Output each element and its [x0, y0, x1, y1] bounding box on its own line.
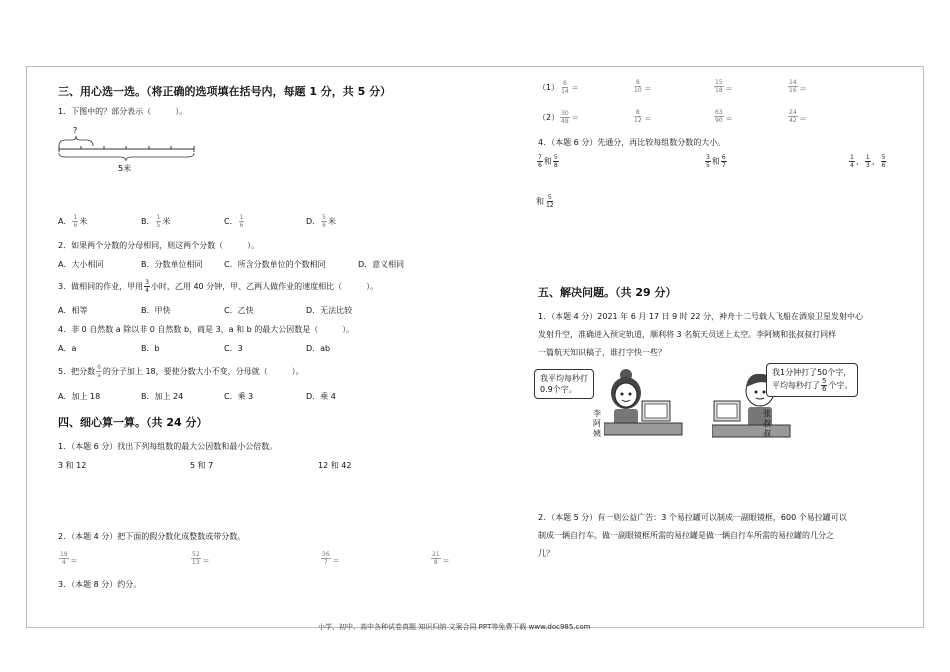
calc4-group-1 [536, 154, 560, 169]
q3-text-a: 3．做相同的作业，甲用 [58, 282, 144, 291]
equals-sign: = [202, 556, 210, 565]
equals-sign: = [70, 556, 78, 565]
name-char: 李 [593, 409, 601, 418]
fraction [553, 154, 559, 169]
q1-option-b [141, 214, 170, 229]
denominator: 6 [822, 385, 827, 393]
numerator: 1 [156, 214, 161, 221]
numerator: 24 [789, 109, 797, 116]
reduce-r2-item-4 [787, 106, 806, 125]
fraction [72, 214, 78, 229]
numerator: 52 [192, 551, 200, 558]
fraction [788, 109, 798, 124]
numerator: 5 [322, 214, 326, 221]
speech-bubble-zhang [766, 363, 858, 397]
denominator: 6 [881, 162, 886, 169]
q5-text-a: 5．把分数 [58, 367, 96, 376]
fraction [881, 154, 887, 169]
equals-sign: = [799, 114, 807, 123]
fraction [714, 109, 724, 124]
q2-text: 2．如果两个分数的分母相同，则这两个分数（ ）。 [58, 241, 260, 250]
denominator: 4 [61, 559, 66, 566]
denominator: 5 [156, 222, 161, 229]
name-char: 姨 [593, 429, 601, 438]
name-char: 叔 [763, 429, 771, 438]
fraction [633, 109, 643, 124]
bubble-line: 我1分钟打了50个字， [772, 368, 852, 377]
numerator: 1 [865, 154, 870, 161]
denominator: 4 [145, 287, 149, 294]
numerator: 30 [561, 110, 569, 117]
speech-bubble-li [534, 369, 594, 399]
fraction [156, 214, 162, 229]
denominator: 13 [192, 559, 200, 566]
denominator: 3 [865, 162, 870, 169]
fraction [714, 79, 724, 94]
numerator: 6 [563, 80, 567, 87]
q1-option-c [224, 214, 245, 229]
denominator: 7 [323, 559, 328, 566]
option-prefix: B． [141, 217, 155, 226]
reduce-r1-item-2 [632, 76, 651, 95]
numerator: 8 [635, 109, 640, 116]
option-suffix: 米 [328, 217, 336, 226]
q3-option-d: D．无法比较 [306, 306, 353, 315]
calc2-text: 2．（本题 4 分）把下面的假分数化成整数或带分数。 [58, 532, 246, 541]
fraction [239, 214, 245, 229]
numerator: 5 [547, 194, 552, 201]
problem1-text [538, 308, 863, 362]
q2-option-b: B．分数单位相同 [141, 260, 203, 269]
numerator: 14 [789, 79, 797, 86]
bubble-line [772, 378, 852, 393]
fraction [705, 154, 711, 169]
q4-option-a: A．a [58, 344, 77, 353]
calc2-item-4 [430, 548, 449, 567]
denominator: 6 [73, 222, 78, 229]
numerator: 5 [822, 377, 827, 385]
problem2-line-3: 几？ [538, 549, 554, 558]
calc1-pair-1: 3 和 12 [58, 461, 87, 470]
numerator: 1 [73, 214, 78, 221]
equals-sign: = [799, 84, 807, 93]
q5-option-a: A．加上 18 [58, 392, 101, 401]
denominator: 12 [546, 202, 554, 209]
denominator: 10 [634, 87, 642, 94]
q5-text [58, 364, 304, 379]
option-suffix: 米 [162, 217, 171, 226]
fraction [721, 154, 727, 169]
fraction [633, 79, 643, 94]
fraction [560, 110, 570, 125]
equals-sign: = [571, 83, 579, 92]
q5-option-c: C．乘 3 [224, 392, 254, 401]
fraction [144, 279, 150, 294]
name-char: 叔 [763, 419, 771, 428]
denominator: 4 [850, 162, 854, 169]
denominator: a [97, 372, 101, 379]
bubble-text: 平均每秒打了 [772, 381, 820, 390]
group-joiner: 和 [711, 157, 720, 166]
numerator: 3 [706, 154, 710, 161]
q3-option-c: C．乙快 [224, 306, 254, 315]
fraction [321, 551, 331, 566]
equals-sign: = [571, 113, 579, 122]
problem2-text [538, 509, 847, 563]
numerator: 5 [881, 154, 886, 161]
equals-sign: = [644, 84, 652, 93]
denominator: 5 [706, 162, 710, 169]
page-footer: 小学、初中、高中各种试卷真题 知识归纳 文案合同 PPT等免费下载 www.doc985.com [318, 623, 591, 631]
section-4-title: 四、细心算一算。（共 24 分） [58, 416, 208, 429]
denominator: 6 [322, 222, 326, 229]
q2-option-d: D．意义相同 [358, 260, 405, 269]
q1-length-label: 5米 [118, 164, 132, 173]
numerator: 6 [721, 154, 726, 161]
fraction [821, 378, 827, 393]
woman-typing-figure [604, 363, 684, 443]
problem1-line-1: 1．（本题 4 分）2021 年 6 月 17 日 9 时 22 分，神舟十二号载人飞船在酒泉卫星发射中心 [538, 312, 864, 321]
equals-sign: = [725, 114, 733, 123]
denominator: 12 [634, 117, 642, 124]
name-char: 阿 [593, 419, 601, 428]
equals-sign: = [644, 114, 652, 123]
reduce-r1-item-3 [713, 76, 732, 95]
bubble-text: 个字。 [828, 381, 853, 390]
group-joiner: 和 [536, 197, 544, 206]
option-prefix: C． [224, 217, 238, 226]
calc2-item-1 [58, 548, 77, 567]
problem1-line-2: 发射升空，准确进入预定轨道，顺利将 3 名航天员送上太空。李阿姨和张叔叔打同样 [538, 330, 837, 339]
q1-text: 1．下图中的？部分表示（ ）。 [58, 107, 188, 116]
reduce-r2-item-2 [632, 106, 651, 125]
denominator: 6 [538, 162, 542, 169]
q1-option-a [58, 214, 87, 229]
name-label-zhang [762, 409, 772, 439]
equals-sign: = [725, 84, 733, 93]
fraction [545, 194, 555, 209]
denominator: 16 [789, 87, 797, 94]
row-label: （2） [538, 113, 560, 122]
reduce-r1-item-4 [787, 76, 806, 95]
calc4-text: 4．（本题 6 分）先通分，再比较每组数分数的大小。 [538, 138, 726, 147]
option-prefix: D． [306, 217, 321, 226]
q2-option-a: A．大小相同 [58, 260, 104, 269]
q5-option-d: D．乘 4 [306, 392, 336, 401]
numerator: 3 [145, 279, 149, 286]
q3-option-a: A．相等 [58, 306, 88, 315]
typing-illustration [534, 363, 874, 445]
fraction [96, 364, 102, 379]
denominator: 7 [721, 162, 726, 169]
fraction [431, 551, 441, 566]
calc4-group-4 [536, 194, 556, 209]
name-label-li [592, 409, 602, 439]
numerator: 6 [97, 364, 101, 371]
denominator: 42 [789, 117, 797, 124]
fraction [788, 79, 798, 94]
fraction [537, 154, 543, 169]
bubble-line: 0.9个字。 [540, 385, 577, 394]
q5-text-b: 的分子加上 18，要使分数大小不变，分母就（ ）。 [102, 367, 304, 376]
numerator: 15 [715, 79, 723, 86]
name-char: 张 [763, 409, 771, 418]
denominator: 6 [239, 222, 244, 229]
numerator: 5 [553, 154, 558, 161]
numerator: 36 [322, 551, 330, 558]
q4-option-c: C．3 [224, 344, 243, 353]
denominator: 90 [715, 117, 723, 124]
equals-sign: = [332, 556, 340, 565]
numerator: 21 [432, 551, 440, 558]
q1-option-d [306, 214, 336, 229]
calc2-item-2 [190, 548, 209, 567]
q3-text-b: 小时，乙用 40 分钟，甲、乙两人做作业的速度相比（ ）。 [150, 282, 379, 291]
calc3-text: 3．（本题 8 分）约分。 [58, 580, 142, 589]
numerator: 1 [850, 154, 854, 161]
fraction [560, 80, 570, 95]
bubble-line: 我平均每秒打 [540, 374, 588, 383]
reduce-row-1 [538, 80, 578, 95]
calc2-item-3 [320, 548, 339, 567]
equals-sign: = [442, 556, 450, 565]
option-suffix: 米 [79, 217, 88, 226]
separator: 、 [855, 157, 864, 166]
calc4-group-2 [704, 154, 728, 169]
q1-question-mark: ? [73, 126, 78, 135]
numerator: 8 [635, 79, 640, 86]
denominator: 18 [715, 87, 723, 94]
q5-option-b: B．加上 24 [141, 392, 184, 401]
reduce-row-2 [538, 110, 578, 125]
q3-text [58, 279, 378, 294]
row-label: （1） [538, 83, 560, 92]
problem2-line-1: 2．（本题 5 分）有一则公益广告：3 个易拉罐可以制成一副眼镜框，600 个易拉罐可以 [538, 513, 847, 522]
fraction [865, 154, 871, 169]
option-prefix: A． [58, 217, 72, 226]
calc1-pair-2: 5 和 7 [190, 461, 214, 470]
numerator: 7 [538, 154, 542, 161]
q1-segment-diagram [54, 124, 204, 174]
q3-option-b: B．甲快 [141, 306, 171, 315]
separator: 、 [871, 157, 880, 166]
denominator: 8 [553, 162, 558, 169]
q4-option-b: B．b [141, 344, 160, 353]
denominator: 14 [561, 88, 569, 95]
fraction [191, 551, 201, 566]
calc4-group-3 [848, 154, 887, 169]
fraction [321, 214, 327, 229]
q2-option-c: C．所含分数单位的个数相同 [224, 260, 326, 269]
denominator: 8 [433, 559, 438, 566]
fraction [59, 551, 69, 566]
section-5-title: 五、解决问题。（共 29 分） [538, 286, 677, 299]
problem2-line-2: 制成一辆自行车。做一副眼镜框所需的易拉罐是做一辆自行车所需的易拉罐的几分之 [538, 531, 834, 540]
numerator: 19 [60, 551, 68, 558]
numerator: 1 [239, 214, 244, 221]
reduce-r2-item-3 [713, 106, 732, 125]
numerator: 63 [715, 109, 723, 116]
q4-text: 4．非 0 自然数 a 除以非 0 自然数 b，商是 3，a 和 b 的最大公因数是（ ）。 [58, 325, 355, 334]
q4-option-d: D．ab [306, 344, 331, 353]
group-joiner: 和 [543, 157, 552, 166]
problem1-line-3: 一篇航天知识稿子，谁打字快一些？ [538, 348, 666, 357]
section-3-title: 三、用心选一选。（将正确的选项填在括号内，每题 1 分，共 5 分） [58, 85, 392, 98]
calc1-pair-3: 12 和 42 [318, 461, 352, 470]
denominator: 48 [561, 118, 569, 125]
fraction [849, 154, 855, 169]
calc1-text: 1．（本题 6 分）找出下列每组数的最大公因数和最小公倍数。 [58, 442, 278, 451]
